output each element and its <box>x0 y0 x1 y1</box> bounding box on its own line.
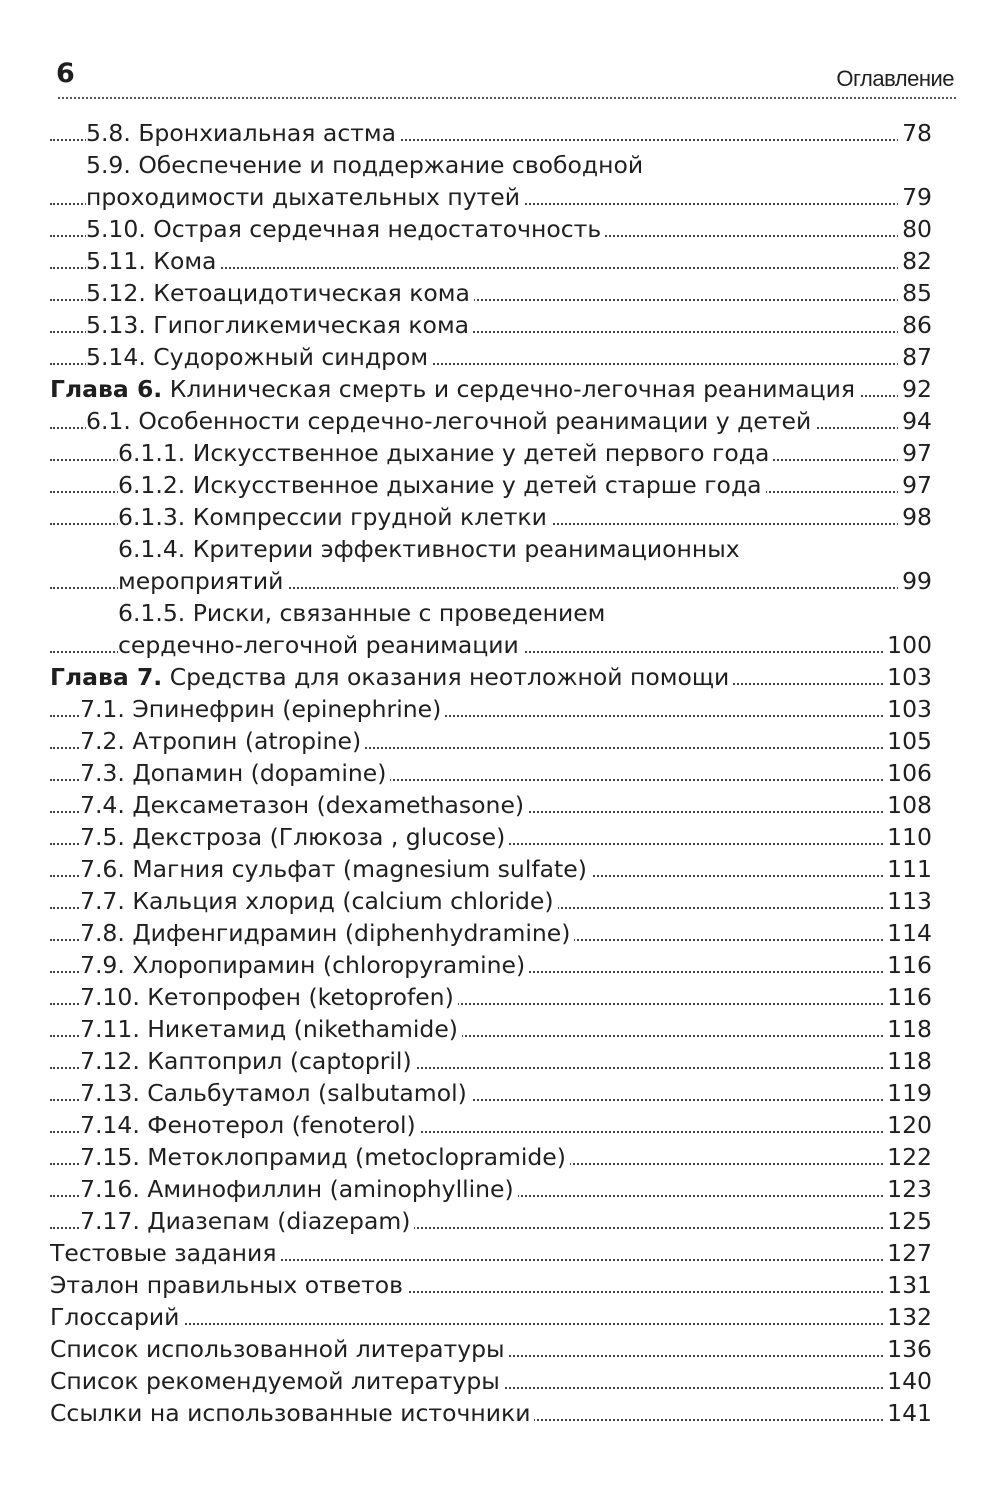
toc-entry <box>0 693 1000 725</box>
toc-entry-title: 7.11. Никетамид (nikethamide) <box>80 1015 462 1043</box>
toc-entry-page: 97 <box>898 437 932 469</box>
chapter-label: Глава 6. <box>50 375 163 403</box>
toc-entry <box>0 629 1000 661</box>
toc-entry-title: 7.4. Дексаметазон (dexamethasone) <box>80 791 528 819</box>
toc-chapter-entry <box>0 373 1000 405</box>
toc-entry-page: 119 <box>883 1077 932 1109</box>
toc-entry-page: 111 <box>883 853 932 885</box>
toc-entry-page: 125 <box>883 1205 932 1237</box>
toc-entry <box>0 469 1000 501</box>
toc-entry-page: 103 <box>883 661 932 693</box>
toc-entry-title: Средства для оказания неотложной помощи <box>162 663 730 691</box>
toc-entry-title: 7.8. Дифенгидрамин (diphenhydramine) <box>80 919 574 947</box>
toc-entry <box>0 117 1000 149</box>
running-header-title: Оглавление <box>836 66 954 91</box>
toc-entry-title: 7.3. Допамин (dopamine) <box>80 759 390 787</box>
toc-entry <box>0 1269 1000 1301</box>
toc-entry-title: Эталон правильных ответов <box>50 1271 407 1299</box>
toc-entry <box>0 1173 1000 1205</box>
toc-entry-page: 103 <box>883 693 932 725</box>
toc-entry <box>0 181 1000 213</box>
toc-entry-page: 123 <box>883 1173 932 1205</box>
toc-entry <box>0 501 1000 533</box>
toc-entry <box>0 341 1000 373</box>
toc-entry-title-first-line: 5.9. Обеспечение и поддержание свободной <box>86 151 644 179</box>
toc-entry-page: 118 <box>883 1045 932 1077</box>
toc-entry-title: 5.8. Бронхиальная астма <box>86 119 400 147</box>
table-of-contents <box>0 117 1000 1429</box>
toc-entry <box>0 917 1000 949</box>
toc-entry-page: 80 <box>898 213 932 245</box>
toc-entry-page: 98 <box>898 501 932 533</box>
toc-entry-page: 106 <box>883 757 932 789</box>
toc-chapter-entry <box>0 661 1000 693</box>
toc-entry-page: 116 <box>883 949 932 981</box>
toc-entry-title: 7.2. Атропин (atropine) <box>80 727 365 755</box>
toc-entry-title: Список рекомендуемой литературы <box>50 1367 504 1395</box>
toc-entry-page: 118 <box>883 1013 932 1045</box>
toc-entry <box>0 437 1000 469</box>
toc-entry-page: 127 <box>883 1237 932 1269</box>
toc-entry-title: 7.17. Диазепам (diazepam) <box>80 1207 414 1235</box>
toc-entry-page: 86 <box>898 309 932 341</box>
toc-entry-title: 7.13. Сальбутамол (salbutamol) <box>80 1079 471 1107</box>
toc-entry-title: 7.7. Кальция хлорид (calcium chloride) <box>80 887 558 915</box>
toc-entry-page: 99 <box>898 565 932 597</box>
toc-entry-title: мероприятий <box>118 567 287 595</box>
toc-entry <box>0 277 1000 309</box>
toc-entry <box>0 821 1000 853</box>
page-number: 6 <box>56 58 75 89</box>
toc-entry <box>0 1397 1000 1429</box>
toc-entry <box>0 565 1000 597</box>
toc-entry <box>0 885 1000 917</box>
toc-entry-page: 122 <box>883 1141 932 1173</box>
toc-entry <box>0 1205 1000 1237</box>
toc-entry-title: 5.11. Кома <box>86 247 220 275</box>
toc-entry-page: 79 <box>898 181 932 213</box>
toc-entry-page: 85 <box>898 277 932 309</box>
toc-entry-title: 5.12. Кетоацидотическая кома <box>86 279 474 307</box>
toc-entry-title: 7.14. Фенотерол (fenoterol) <box>80 1111 420 1139</box>
toc-entry-line-1 <box>0 533 1000 565</box>
toc-entry-title: Глоссарий <box>50 1303 183 1331</box>
toc-entry-title: 7.10. Кетопрофен (ketoprofen) <box>80 983 458 1011</box>
toc-entry-page: 87 <box>898 341 932 373</box>
toc-entry-page: 114 <box>883 917 932 949</box>
chapter-label: Глава 7. <box>50 663 163 691</box>
toc-entry-page: 108 <box>883 789 932 821</box>
toc-entry <box>0 789 1000 821</box>
toc-entry-page: 94 <box>898 405 932 437</box>
toc-entry <box>0 1045 1000 1077</box>
toc-entry-title: Клиническая смерть и сердечно-легочная реанимация <box>162 375 856 403</box>
toc-entry-title: 5.10. Острая сердечная недостаточность <box>86 215 605 243</box>
toc-entry <box>0 213 1000 245</box>
toc-entry <box>0 853 1000 885</box>
toc-entry-title: 7.6. Магния сульфат (magnesium sulfate) <box>80 855 591 883</box>
toc-entry <box>0 725 1000 757</box>
toc-entry-page: 92 <box>898 373 932 405</box>
toc-entry-title: Список использованной литературы <box>50 1335 509 1363</box>
toc-entry <box>0 1237 1000 1269</box>
toc-entry-page: 131 <box>883 1269 932 1301</box>
toc-entry <box>0 981 1000 1013</box>
toc-entry-page: 120 <box>883 1109 932 1141</box>
toc-entry <box>0 245 1000 277</box>
toc-entry-title: Ссылки на использованные источники <box>50 1399 534 1427</box>
toc-entry-page: 110 <box>883 821 932 853</box>
toc-entry-title: 7.16. Аминофиллин (aminophylline) <box>80 1175 518 1203</box>
toc-entry-title: 7.9. Хлоропирамин (chloropyramine) <box>80 951 529 979</box>
toc-entry-title: 6.1.1. Искусственное дыхание у детей первого года <box>118 439 773 467</box>
toc-entry-title: 6.1. Особенности сердечно-легочной реанимации у детей <box>86 407 815 435</box>
toc-entry <box>0 309 1000 341</box>
toc-entry-page: 78 <box>898 117 932 149</box>
toc-entry-title-first-line: 6.1.5. Риски, связанные с проведением <box>118 599 606 627</box>
toc-entry-page: 140 <box>883 1365 932 1397</box>
toc-entry-page: 116 <box>883 981 932 1013</box>
toc-entry <box>0 1365 1000 1397</box>
toc-entry <box>0 1077 1000 1109</box>
toc-entry-line-1 <box>0 149 1000 181</box>
toc-entry-page: 113 <box>883 885 932 917</box>
toc-entry-title-first-line: 6.1.4. Критерии эффективности реанимационных <box>118 535 740 563</box>
toc-entry-page: 141 <box>883 1397 932 1429</box>
toc-entry-title: 5.13. Гипогликемическая кома <box>86 311 473 339</box>
toc-entry <box>0 405 1000 437</box>
toc-entry-line-1 <box>0 597 1000 629</box>
toc-entry <box>0 1301 1000 1333</box>
toc-entry-page: 136 <box>883 1333 932 1365</box>
toc-entry-page: 132 <box>883 1301 932 1333</box>
toc-entry-page: 100 <box>883 629 932 661</box>
toc-entry-title: 6.1.2. Искусственное дыхание у детей старше года <box>118 471 766 499</box>
toc-entry-title: сердечно-легочной реанимации <box>118 631 523 659</box>
toc-entry-title: 7.12. Каптоприл (captopril) <box>80 1047 416 1075</box>
toc-entry <box>0 1013 1000 1045</box>
header-dotted-rule <box>58 97 956 99</box>
toc-entry-title: 6.1.3. Компрессии грудной клетки <box>118 503 551 531</box>
toc-entry <box>0 757 1000 789</box>
toc-entry <box>0 1333 1000 1365</box>
toc-entry-page: 105 <box>883 725 932 757</box>
toc-entry-title: 7.5. Декстроза (Глюкоза , glucose) <box>80 823 509 851</box>
toc-entry-title: Тестовые задания <box>50 1239 280 1267</box>
toc-entry-title: 7.15. Метоклопрамид (metoclopramide) <box>80 1143 570 1171</box>
toc-entry-title: проходимости дыхательных путей <box>86 183 524 211</box>
toc-entry-page: 82 <box>898 245 932 277</box>
toc-entry-title: 7.1. Эпинефрин (epinephrine) <box>80 695 445 723</box>
toc-entry-page: 97 <box>898 469 932 501</box>
toc-entry <box>0 1109 1000 1141</box>
toc-entry-title: 5.14. Судорожный синдром <box>86 343 432 371</box>
toc-entry <box>0 1141 1000 1173</box>
toc-entry <box>0 949 1000 981</box>
